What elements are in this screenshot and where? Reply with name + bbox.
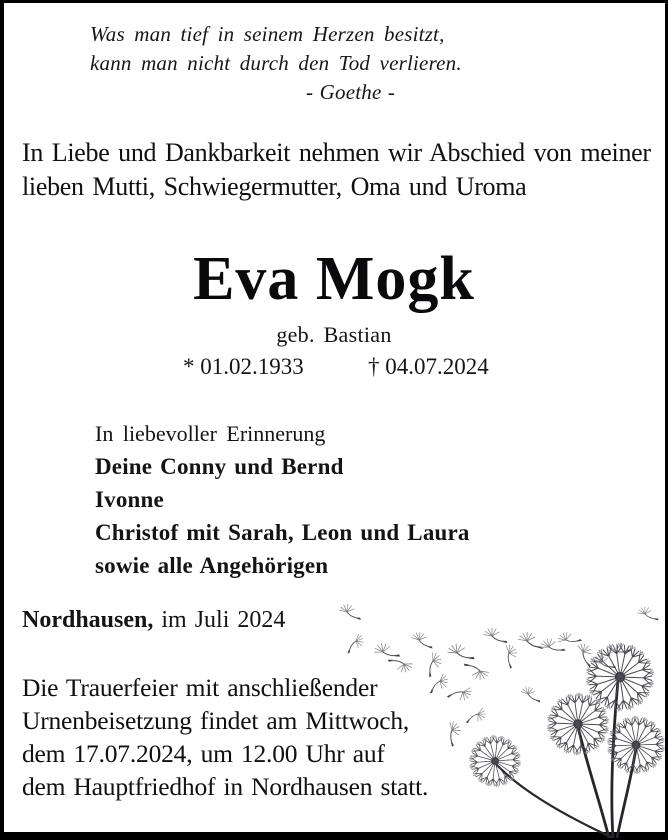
death-date: † 04.07.2024 (368, 354, 489, 379)
quote-line-1: Was man tief in seinem Herzen besitzt, (90, 22, 445, 46)
intro-text (22, 136, 651, 204)
maiden-name: geb. Bastian (276, 322, 392, 347)
place-dateline (22, 607, 285, 634)
dandelion-heads (463, 638, 665, 792)
mourner-line: Ivonne (95, 487, 164, 512)
memorial-quote (90, 20, 462, 107)
quote-attribution: - Goethe - (306, 80, 396, 104)
dandelion-illustration (328, 578, 665, 838)
mourners-heading: In liebevoller Erinnerung (95, 421, 326, 446)
funeral-line-4: dem Hauptfriedhof in Nordhausen statt. (22, 772, 429, 801)
mourner-line: sowie alle Angehörigen (95, 553, 329, 578)
funeral-line-3: dem 17.07.2024, um 12.00 Uhr auf (22, 739, 385, 768)
flying-seeds (338, 602, 658, 747)
frame-border-left (0, 0, 4, 840)
funeral-line-2: Urnenbeisetzung findet am Mittwoch, (22, 706, 410, 735)
intro-line-2: lieben Mutti, Schwiegermutter, Oma und Uroma (22, 172, 527, 201)
dateline-date: im Juli 2024 (153, 607, 286, 633)
quote-line-2: kann man nicht durch den Tod verlieren. (90, 51, 462, 75)
deceased-name: Eva Mogk (193, 245, 475, 313)
mourners-block (95, 417, 470, 582)
frame-border-top (0, 0, 668, 3)
funeral-line-1: Die Trauerfeier mit anschließender (22, 673, 378, 702)
intro-line-1: In Liebe und Dankbarkeit nehmen wir Abschied von meiner (22, 138, 651, 167)
birth-date: * 01.02.1933 (183, 354, 304, 379)
place-name: Nordhausen, (22, 607, 154, 633)
mourner-line: Christof mit Sarah, Leon und Laura (95, 520, 470, 545)
mourner-line: Deine Conny und Bernd (95, 454, 344, 479)
